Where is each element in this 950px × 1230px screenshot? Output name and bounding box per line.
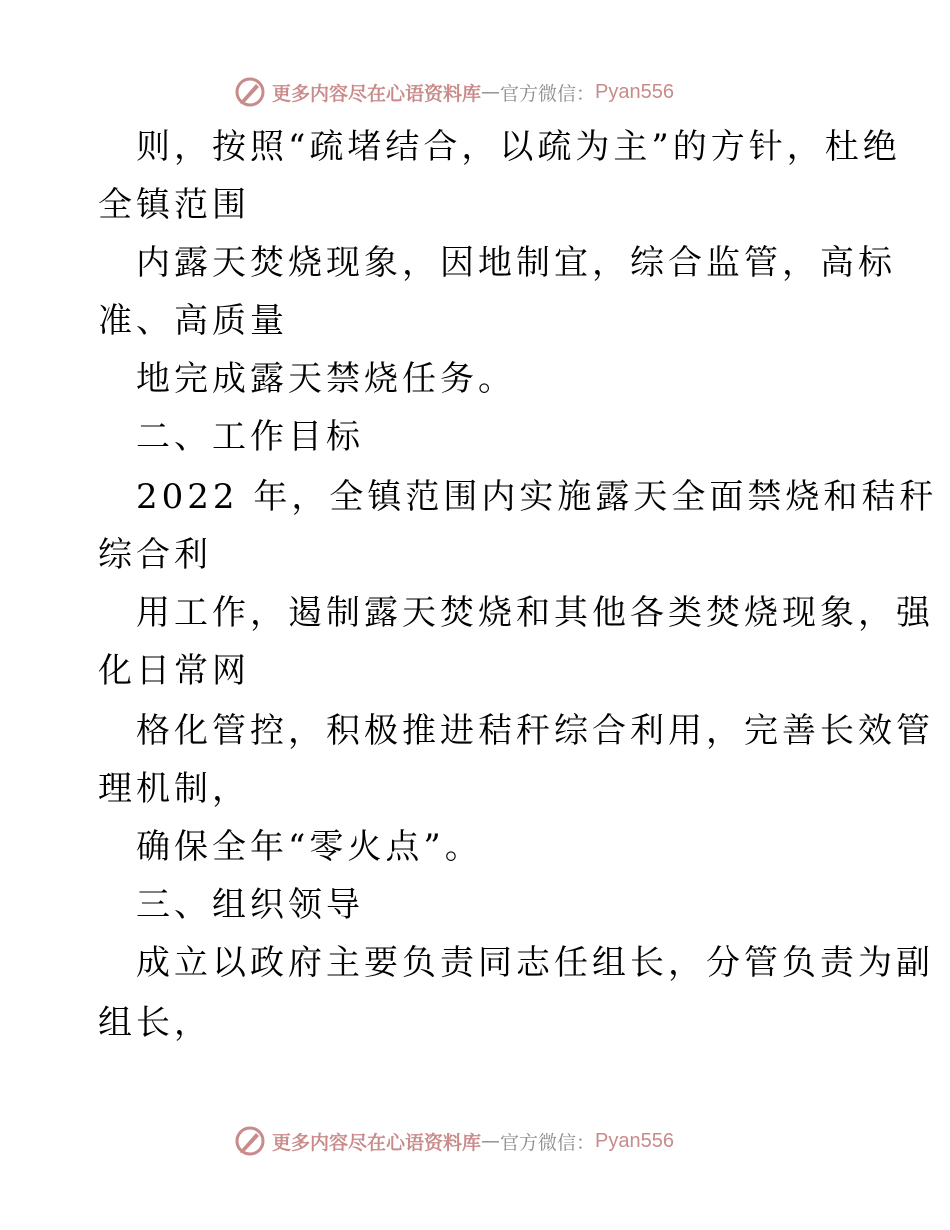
body-line: 地完成露天禁烧任务。 (136, 359, 516, 399)
watermark-dash: — (481, 1130, 501, 1152)
section-heading: 三、组织领导 (136, 885, 364, 925)
watermark-wechat-label: 官方微信： (500, 1131, 596, 1154)
body-line: 2022 年，全镇范围内实施露天全面禁烧和秸秆 (136, 477, 938, 517)
watermark-dash: — (481, 81, 501, 103)
body-line: 用工作，遏制露天焚烧和其他各类焚烧现象，强 (136, 593, 934, 633)
watermark-wechat-label: 官方微信： (500, 82, 596, 105)
watermark-main-text: 更多内容尽在心语资料库 (272, 1131, 482, 1154)
quill-pen-icon (234, 1125, 266, 1157)
body-line: 准、高质量 (98, 301, 288, 341)
header-watermark (234, 72, 714, 112)
watermark-wechat-id: Pyan556 (595, 1129, 674, 1152)
footer-watermark (234, 1121, 714, 1161)
body-line: 则，按照“疏堵结合，以疏为主”的方针，杜绝 (136, 127, 901, 167)
body-line: 格化管控，积极推进秸秆综合利用，完善长效管 (136, 711, 934, 751)
watermark-main-text: 更多内容尽在心语资料库 (272, 82, 482, 105)
body-line: 化日常网 (98, 651, 250, 691)
body-line: 理机制， (98, 769, 250, 809)
body-line: 组长， (98, 1003, 212, 1043)
quill-pen-icon (234, 76, 266, 108)
watermark-wechat-id: Pyan556 (595, 80, 674, 103)
body-line: 确保全年“零火点”。 (136, 827, 483, 867)
body-line: 内露天焚烧现象，因地制宜，综合监管，高标 (136, 243, 896, 283)
body-line: 成立以政府主要负责同志任组长，分管负责为副 (136, 943, 934, 983)
section-heading: 二、工作目标 (136, 417, 364, 457)
body-line: 全镇范围 (98, 185, 250, 225)
body-line: 综合利 (98, 535, 212, 575)
